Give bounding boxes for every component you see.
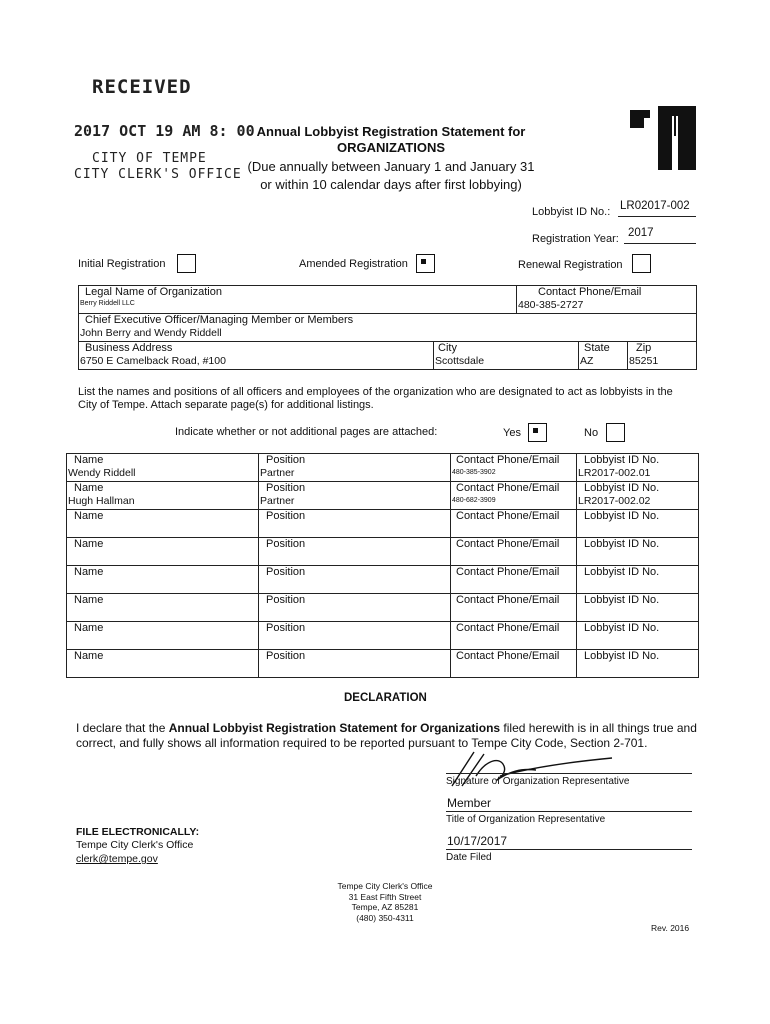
contact-header: Contact Phone/Email bbox=[456, 650, 560, 662]
id-header: Lobbyist ID No. bbox=[584, 538, 660, 550]
name-header: Name bbox=[74, 650, 104, 662]
revision-label: Rev. 2016 bbox=[651, 923, 690, 933]
date-filed-value[interactable]: 10/17/2017 bbox=[447, 834, 508, 848]
name-header: Name bbox=[74, 538, 104, 550]
name-header: Name bbox=[74, 566, 104, 578]
lobbyist-id-value[interactable]: LR02017-002 bbox=[620, 200, 690, 212]
position-header: Position bbox=[266, 538, 306, 550]
declaration-heading: DECLARATION bbox=[344, 692, 427, 704]
footer-line4: (480) 350-4311 bbox=[356, 912, 414, 923]
contact-cell[interactable]: 480-385-3902 bbox=[452, 469, 496, 476]
contact-header: Contact Phone/Email bbox=[456, 454, 560, 466]
name-header: Name bbox=[74, 454, 104, 466]
title-value[interactable]: Member bbox=[447, 796, 492, 810]
contact-header: Contact Phone/Email bbox=[456, 622, 560, 634]
position-header: Position bbox=[266, 594, 306, 606]
footer-line3: Tempe, AZ 85281 bbox=[351, 902, 419, 912]
renewal-registration-checkbox[interactable] bbox=[632, 254, 651, 273]
id-header: Lobbyist ID No. bbox=[584, 454, 660, 466]
name-header: Name bbox=[74, 594, 104, 606]
name-cell[interactable]: Hugh Hallman bbox=[68, 495, 135, 507]
ceo-value[interactable]: John Berry and Wendy Riddell bbox=[80, 327, 222, 339]
name-header: Name bbox=[74, 622, 104, 634]
state-value[interactable]: AZ bbox=[580, 355, 594, 367]
instructions-line1: List the names and positions of all officers and employees of the organization who are designated to act as lobbyists in the bbox=[78, 386, 673, 398]
renewal-registration-label: Renewal Registration bbox=[518, 259, 623, 271]
org-contact-value[interactable]: 480-385-2727 bbox=[518, 299, 584, 311]
id-header: Lobbyist ID No. bbox=[584, 566, 660, 578]
amended-registration-checkbox[interactable] bbox=[416, 254, 435, 273]
amended-registration-label: Amended Registration bbox=[299, 258, 408, 270]
legal-name-value[interactable]: Berry Riddell LLC bbox=[80, 300, 135, 307]
contact-header: Contact Phone/Email bbox=[456, 482, 560, 494]
id-header: Lobbyist ID No. bbox=[584, 594, 660, 606]
position-header: Position bbox=[266, 510, 306, 522]
received-stamp: RECEIVED bbox=[92, 76, 192, 98]
form-title-line2: ORGANIZATIONS bbox=[336, 140, 446, 155]
position-header: Position bbox=[266, 622, 306, 634]
stamp-city: CITY OF TEMPE bbox=[92, 151, 207, 166]
file-electronically-email[interactable]: clerk@tempe.gov bbox=[76, 853, 158, 865]
instructions-line2: City of Tempe. Attach separate page(s) for additional listings. bbox=[78, 399, 374, 411]
city-value[interactable]: Scottsdale bbox=[435, 355, 485, 367]
date-filed-label: Date Filed bbox=[446, 852, 492, 863]
id-cell[interactable]: LR2017-002.01 bbox=[578, 467, 651, 479]
city-label: City bbox=[438, 342, 457, 354]
received-datetime: 2017 OCT 19 AM 8: 00 bbox=[74, 122, 255, 140]
tempe-logo bbox=[628, 104, 698, 174]
signature-label: Signature of Organization Representative bbox=[446, 776, 630, 787]
position-header: Position bbox=[266, 650, 306, 662]
lobbyist-id-label: Lobbyist ID No.: bbox=[532, 206, 611, 218]
id-header: Lobbyist ID No. bbox=[584, 622, 660, 634]
declaration-text-1b: Annual Lobbyist Registration Statement for Organizations bbox=[168, 721, 501, 735]
zip-value[interactable]: 85251 bbox=[629, 355, 659, 367]
declaration-text-line2: correct, and fully shows all information required to be reported pursuant to Tempe City Code, Section 2-701. bbox=[76, 736, 648, 750]
form-subtitle-line1: (Due annually between January 1 and January 31 bbox=[247, 159, 535, 174]
attach-question: Indicate whether or not additional pages are attached: bbox=[175, 426, 438, 438]
contact-header: Contact Phone/Email bbox=[456, 594, 560, 606]
zip-label: Zip bbox=[636, 342, 652, 354]
id-cell[interactable]: LR2017-002.02 bbox=[578, 495, 651, 507]
file-electronically-office: Tempe City Clerk's Office bbox=[76, 839, 194, 851]
form-title-line1: Annual Lobbyist Registration Statement for bbox=[256, 124, 526, 139]
org-contact-label: Contact Phone/Email bbox=[538, 286, 642, 298]
id-header: Lobbyist ID No. bbox=[584, 510, 660, 522]
initial-registration-checkbox[interactable] bbox=[177, 254, 196, 273]
form-subtitle bbox=[226, 158, 556, 194]
declaration-text-1c: filed herewith is in all things true and bbox=[500, 721, 697, 735]
footer-address bbox=[300, 881, 470, 923]
initial-registration-label: Initial Registration bbox=[78, 258, 166, 270]
address-value[interactable]: 6750 E Camelback Road, #100 bbox=[80, 355, 226, 367]
stamp-office: CITY CLERK'S OFFICE bbox=[74, 167, 242, 182]
address-label: Business Address bbox=[85, 342, 173, 354]
position-cell[interactable]: Partner bbox=[260, 467, 295, 479]
name-header: Name bbox=[74, 510, 104, 522]
contact-header: Contact Phone/Email bbox=[456, 566, 560, 578]
name-cell[interactable]: Wendy Riddell bbox=[68, 467, 136, 479]
id-header: Lobbyist ID No. bbox=[584, 650, 660, 662]
footer-line1: Tempe City Clerk's Office bbox=[337, 881, 433, 891]
position-header: Position bbox=[266, 566, 306, 578]
form-title bbox=[236, 124, 546, 156]
contact-cell[interactable]: 480-682-3909 bbox=[452, 497, 496, 504]
attach-yes-checkbox[interactable] bbox=[528, 423, 547, 442]
attach-yes-label: Yes bbox=[503, 427, 521, 439]
file-electronically-heading: FILE ELECTRONICALLY: bbox=[76, 826, 200, 838]
name-header: Name bbox=[74, 482, 104, 494]
form-subtitle-line2: or within 10 calendar days after first lobbying) bbox=[260, 177, 522, 192]
registration-year-value[interactable]: 2017 bbox=[628, 227, 654, 239]
legal-name-label: Legal Name of Organization bbox=[85, 286, 222, 298]
declaration-text-1a: I declare that the bbox=[76, 721, 169, 735]
footer-line2: 31 East Fifth Street bbox=[348, 891, 422, 902]
contact-header: Contact Phone/Email bbox=[456, 538, 560, 550]
state-label: State bbox=[584, 342, 610, 354]
ceo-label: Chief Executive Officer/Managing Member or Members bbox=[85, 314, 354, 326]
position-header: Position bbox=[266, 482, 306, 494]
id-header: Lobbyist ID No. bbox=[584, 482, 660, 494]
attach-no-checkbox[interactable] bbox=[606, 423, 625, 442]
registration-year-label: Registration Year: bbox=[532, 233, 619, 245]
contact-header: Contact Phone/Email bbox=[456, 510, 560, 522]
declaration-text-line1 bbox=[76, 721, 697, 735]
position-cell[interactable]: Partner bbox=[260, 495, 295, 507]
position-header: Position bbox=[266, 454, 306, 466]
attach-no-label: No bbox=[584, 427, 599, 439]
title-label: Title of Organization Representative bbox=[446, 814, 606, 825]
